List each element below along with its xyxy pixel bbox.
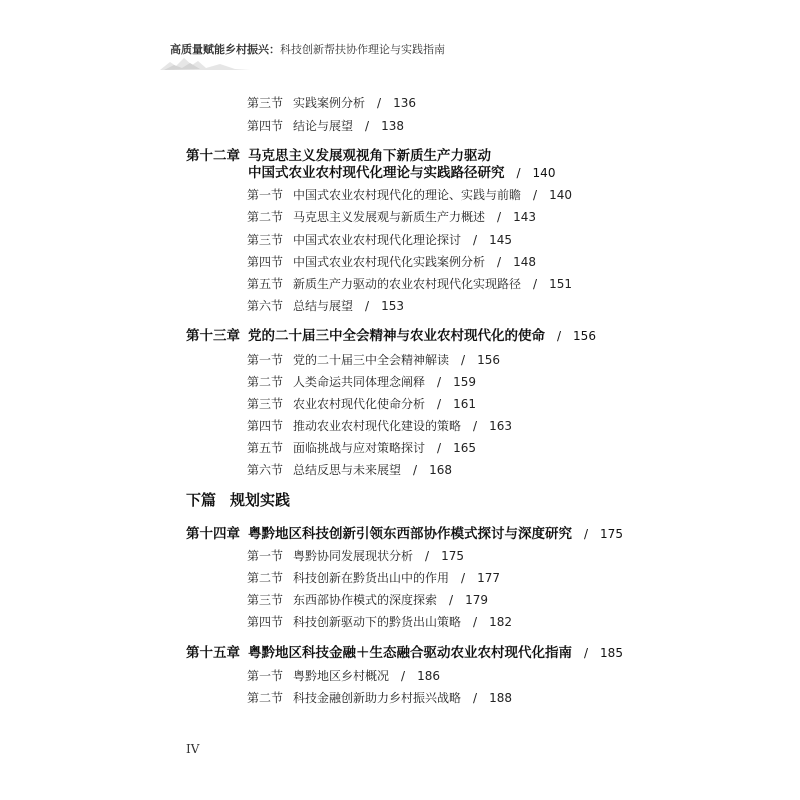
- chapter-title: 粤黔地区科技金融＋生态融合驱动农业农村现代化指南: [248, 645, 572, 661]
- chapter-title: 党的二十届三中全会精神与农业农村现代化的使命: [248, 328, 545, 344]
- page-number: 140: [532, 166, 556, 180]
- toc-section-entry[interactable]: [247, 667, 440, 684]
- section-number: 第一节: [247, 549, 284, 563]
- separator: /: [497, 210, 502, 224]
- section-title: 党的二十届三中全会精神解读: [293, 353, 450, 367]
- section-number: 第六节: [247, 299, 284, 313]
- page-number: 175: [441, 549, 464, 563]
- section-title: 新质生产力驱动的农业农村现代化实现路径: [293, 277, 522, 291]
- book-title: 高质量赋能乡村振兴：: [170, 43, 280, 56]
- separator: /: [584, 527, 589, 541]
- page-number: 143: [513, 210, 536, 224]
- section-title: 人类命运共同体理念阐释: [293, 375, 426, 389]
- toc-section-entry[interactable]: [247, 439, 476, 456]
- separator: /: [473, 233, 478, 247]
- section-title: 农业农村现代化使命分析: [293, 397, 426, 411]
- separator: /: [473, 691, 478, 705]
- separator: /: [461, 571, 466, 585]
- separator: /: [461, 353, 466, 367]
- page-number: 185: [600, 646, 623, 660]
- section-number: 第三节: [247, 397, 284, 411]
- toc-section-entry[interactable]: [247, 231, 512, 248]
- section-number: 第四节: [247, 255, 284, 269]
- chapter-title-line2: 中国式农业农村现代化理论与实践路径研究: [248, 165, 505, 181]
- section-number: 第四节: [247, 615, 284, 629]
- section-number: 第二节: [247, 691, 284, 705]
- toc-section-entry[interactable]: [247, 253, 536, 270]
- toc-chapter-entry[interactable]: [186, 324, 596, 344]
- section-title: 实践案例分析: [293, 96, 366, 110]
- section-number: 第六节: [247, 463, 284, 477]
- section-number: 第三节: [247, 96, 284, 110]
- page-number: 140: [549, 188, 572, 202]
- toc-section-entry[interactable]: [247, 395, 476, 412]
- section-title: 科技创新在黔货出山中的作用: [293, 571, 450, 585]
- chapter-number: 第十三章: [186, 328, 240, 344]
- page-number: 182: [489, 615, 512, 629]
- page-number: 175: [600, 527, 623, 541]
- section-title: 结论与展望: [293, 119, 354, 133]
- page-number: 148: [513, 255, 536, 269]
- page-number: 186: [417, 669, 440, 683]
- part-title: 规划实践: [230, 491, 291, 509]
- separator: /: [413, 463, 418, 477]
- toc-section-entry[interactable]: [247, 351, 500, 368]
- separator: /: [584, 646, 589, 660]
- toc-section-entry[interactable]: [247, 94, 416, 111]
- toc-section-entry[interactable]: [247, 547, 464, 564]
- page-number: 179: [465, 593, 488, 607]
- page-number: 168: [429, 463, 452, 477]
- toc-section-entry[interactable]: [247, 208, 536, 225]
- page-folio: IV: [186, 742, 200, 756]
- section-number: 第一节: [247, 353, 284, 367]
- separator: /: [437, 397, 442, 411]
- toc-chapter-entry[interactable]: [186, 641, 623, 661]
- section-number: 第五节: [247, 441, 284, 455]
- chapter-number: 第十四章: [186, 526, 240, 542]
- toc-chapter-entry-continued[interactable]: [248, 161, 555, 181]
- separator: /: [516, 166, 521, 180]
- separator: /: [533, 188, 538, 202]
- section-number: 第一节: [247, 188, 284, 202]
- toc-section-entry[interactable]: [247, 275, 572, 292]
- section-number: 第五节: [247, 277, 284, 291]
- book-subtitle: 科技创新帮扶协作理论与实践指南: [280, 43, 445, 56]
- section-title: 粤黔地区乡村概况: [293, 669, 390, 683]
- section-number: 第二节: [247, 210, 284, 224]
- separator: /: [365, 299, 370, 313]
- toc-section-entry[interactable]: [247, 297, 404, 314]
- section-title: 中国式农业农村现代化实践案例分析: [293, 255, 486, 269]
- page-number: 159: [453, 375, 476, 389]
- section-number: 第三节: [247, 233, 284, 247]
- section-number: 第一节: [247, 669, 284, 683]
- separator: /: [557, 329, 562, 343]
- section-title: 科技金融创新助力乡村振兴战略: [293, 691, 462, 705]
- separator: /: [497, 255, 502, 269]
- toc-section-entry[interactable]: [247, 461, 452, 478]
- toc-section-entry[interactable]: [247, 591, 488, 608]
- separator: /: [437, 441, 442, 455]
- toc-section-entry[interactable]: [247, 613, 512, 630]
- section-number: 第四节: [247, 419, 284, 433]
- section-number: 第三节: [247, 593, 284, 607]
- toc-section-entry[interactable]: [247, 417, 512, 434]
- section-title: 东西部协作模式的深度探索: [293, 593, 438, 607]
- toc-chapter-entry[interactable]: [186, 522, 623, 542]
- section-title: 科技创新驱动下的黔货出山策略: [293, 615, 462, 629]
- page-number: 153: [381, 299, 404, 313]
- chapter-number: 第十五章: [186, 645, 240, 661]
- section-title: 中国式农业农村现代化理论探讨: [293, 233, 462, 247]
- separator: /: [377, 96, 382, 110]
- separator: /: [473, 615, 478, 629]
- separator: /: [425, 549, 430, 563]
- separator: /: [365, 119, 370, 133]
- chapter-title: 粤黔地区科技创新引领东西部协作模式探讨与深度研究: [248, 526, 572, 542]
- section-title: 推动农业农村现代化建设的策略: [293, 419, 462, 433]
- section-title: 中国式农业农村现代化的理论、实践与前瞻: [293, 188, 522, 202]
- page-number: 156: [573, 329, 596, 343]
- section-title: 总结反思与未来展望: [293, 463, 402, 477]
- toc-section-entry[interactable]: [247, 186, 572, 203]
- page-number: 161: [453, 397, 476, 411]
- toc-section-entry[interactable]: [247, 373, 476, 390]
- toc-part-heading[interactable]: [186, 489, 290, 510]
- toc-section-entry[interactable]: [247, 569, 500, 586]
- page-number: 163: [489, 419, 512, 433]
- toc-section-entry[interactable]: [247, 689, 512, 706]
- section-title: 面临挑战与应对策略探讨: [293, 441, 426, 455]
- section-title: 马克思主义发展观与新质生产力概述: [293, 210, 486, 224]
- page-number: 177: [477, 571, 500, 585]
- page-number: 188: [489, 691, 512, 705]
- page-number: 165: [453, 441, 476, 455]
- page-number: 156: [477, 353, 500, 367]
- toc-section-entry[interactable]: [247, 117, 404, 134]
- separator: /: [437, 375, 442, 389]
- separator: /: [401, 669, 406, 683]
- separator: /: [533, 277, 538, 291]
- section-title: 粤黔协同发展现状分析: [293, 549, 414, 563]
- page-number: 145: [489, 233, 512, 247]
- separator: /: [449, 593, 454, 607]
- section-number: 第二节: [247, 375, 284, 389]
- page-number: 151: [549, 277, 572, 291]
- section-number: 第二节: [247, 571, 284, 585]
- part-number: 下篇: [186, 491, 217, 509]
- chapter-number: 第十二章: [186, 148, 240, 164]
- separator: /: [473, 419, 478, 433]
- page-number: 136: [393, 96, 416, 110]
- chapter-title: 马克思主义发展观视角下新质生产力驱动: [248, 148, 491, 164]
- page-number: 138: [381, 119, 404, 133]
- section-number: 第四节: [247, 119, 284, 133]
- section-title: 总结与展望: [293, 299, 354, 313]
